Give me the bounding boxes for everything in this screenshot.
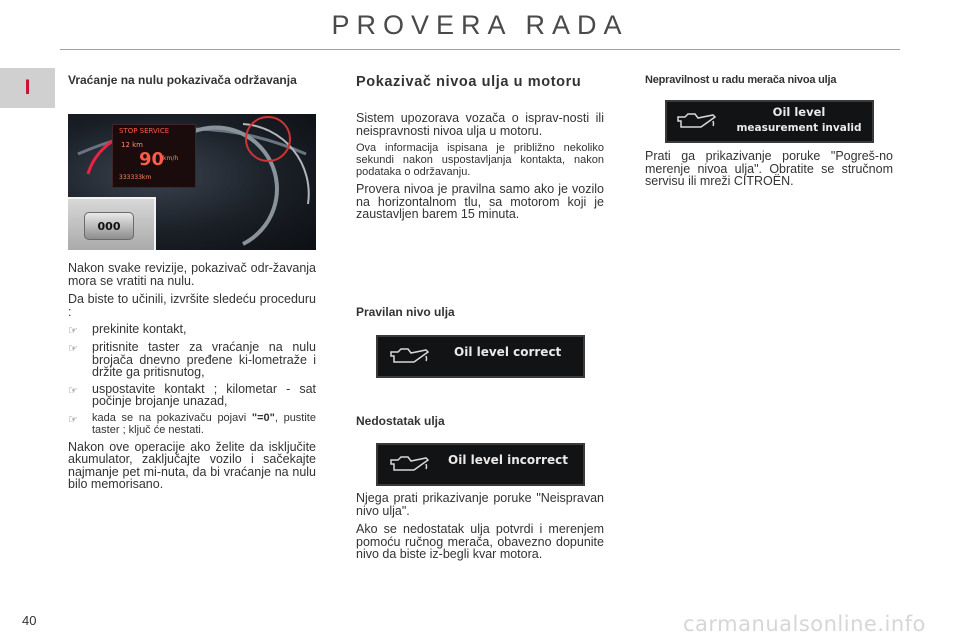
procedure-step-text [92,412,316,436]
oil-invalid-line-2: measurement invalid [736,122,862,134]
page-title: PROVERA RADA [331,10,629,40]
procedure-step [68,323,316,337]
odometer-readout: 333333km [119,174,152,181]
oil-correct-message: Oil level correct [454,345,562,359]
right-column [645,74,893,87]
cluster-display [112,124,196,188]
oil-level-incorrect-display [376,443,585,486]
middle-paragraph-1: Sistem upozorava vozača o isprav-nosti ili neispravnosti nivoa ulja u motoru. [356,111,604,138]
gauge-fault-heading: Nepravilnost u radu merača nivoa ulja [645,74,837,86]
procedure-step [68,341,316,379]
gauge-fault-body [645,150,893,188]
oil-deficit-heading: Nedostatak ulja [356,414,445,428]
trip-reset-button[interactable]: 000 [84,212,134,240]
trip-readout: 12 km [121,141,144,149]
oil-indicator-heading: Pokazivač nivoa ulja u motoru [356,74,582,90]
oil-can-icon [675,109,719,135]
left-column [68,74,316,87]
pointing-hand-icon: ☞ [68,413,78,426]
procedure-step [68,383,316,408]
section-tab[interactable]: I [0,68,55,108]
middle-column [356,74,604,221]
page-number: 40 [22,613,37,628]
left-body [68,262,316,491]
step-text-part: kada se na pokazivaču pojavi [92,411,252,424]
oil-can-icon [388,452,432,478]
step-text-part: , pustite taster ; ključ će nestati. [92,411,316,436]
left-paragraph-3: Nakon ove operacije ako želite da isključite akumulator, zaključajte vozilo i sačekajte najmanje pet mi-nuta, da bi vraćanje na nulu bilo memorisano. [68,439,316,491]
middle-paragraph-2: Ova informacija ispisana je približno nekoliko sekundi nakon uspostavljanja kontakta, nakon podataka o održavanju. [356,142,604,178]
oil-measurement-invalid-display [665,100,874,143]
correct-level-heading: Pravilan nivo ulja [356,305,455,319]
dashboard-photo [68,114,316,250]
reset-button-inset [68,197,156,250]
procedure-step-text: pritisnite taster za vraćanje na nulu brojača dnevno pređene ki-lometraže i držite ga pritisnutog, [92,340,316,379]
procedure-step [68,412,316,436]
oil-deficit-paragraph-2: Ako se nedostatak ulja potvrdi i merenjem pomoću ručnog merača, obavezno dopunite nivo da biste iz-begli kvar motora. [356,522,604,561]
pointing-hand-icon: ☞ [68,325,78,337]
oil-incorrect-message: Oil level incorrect [448,453,568,467]
gauge-fault-paragraph: Prati ga prikazivanje poruke "Pogreš-no merenje nivoa ulja". Obratite se stručnom servisu ili mreži CITROËN. [645,149,893,188]
oil-deficit-body [356,492,604,561]
pointing-hand-icon: ☞ [68,343,78,355]
stop-service-label: STOP SERVICE [119,127,170,135]
procedure-step-text: uspostavite kontakt ; kilometar - sat počinje brojanje unazad, [92,381,316,408]
oil-can-icon [388,344,432,370]
pointing-hand-icon: ☞ [68,384,78,397]
speed-readout: 90 [139,149,165,170]
left-paragraph-2: Da biste to učinili, izvršite sledeću proceduru : [68,292,316,319]
title-divider [60,49,900,50]
left-heading: Vraćanje na nulu pokazivača održavanja [68,73,297,87]
oil-deficit-paragraph-1: Njega prati prikazivanje poruke "Neispravan nivo ulja". [356,491,604,518]
zero-indicator: "=0" [251,411,275,424]
speed-unit: km/h [163,155,179,162]
procedure-step-text: prekinite kontakt, [92,322,187,336]
oil-level-correct-display [376,335,585,378]
watermark: carmanualsonline.info [683,612,926,636]
oil-invalid-line-1: Oil level [772,105,826,119]
left-paragraph-1: Nakon svake revizije, pokazivač odr-žavanja mora se vratiti na nulu. [68,261,316,288]
middle-paragraph-3: Provera nivoa je pravilna samo ako je vozilo na horizontalnom tlu, sa motorom koji je zaustavljen barem 15 minuta. [356,182,604,221]
